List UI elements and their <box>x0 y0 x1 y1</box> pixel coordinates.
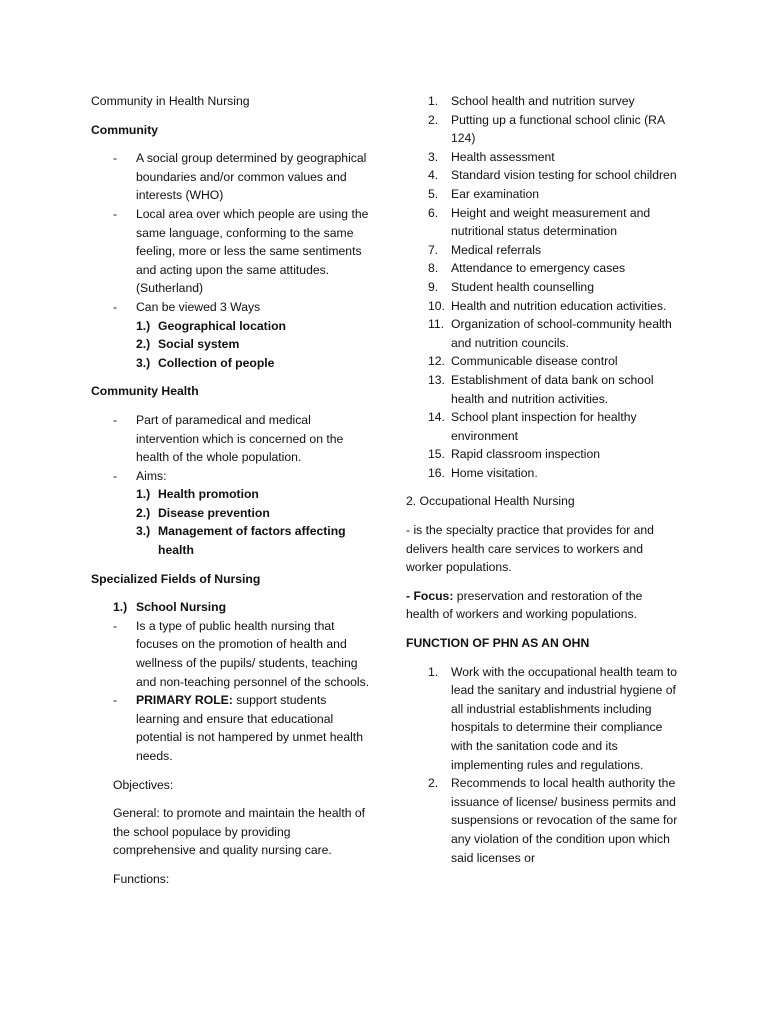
right-column <box>406 92 678 867</box>
school-nursing-section <box>91 598 371 765</box>
list-item: 11. Organization of school-community health and nutrition councils. <box>428 317 672 350</box>
list-item: 12. Communicable disease control <box>428 354 618 369</box>
list-item: 1. School health and nutrition survey <box>428 94 635 108</box>
community-health-definitions <box>91 411 371 560</box>
aims-item: 3.) Management of factors affecting health <box>136 524 346 558</box>
functions-list <box>406 92 678 482</box>
primary-role: - PRIMARY ROLE: support students learning and ensure that educational potential is not hampered by unmet health needs. <box>91 691 371 765</box>
general-objective: General: to promote and maintain the health of the school populace by providing comprehensive and quality nursing care. <box>113 806 366 858</box>
list-item: 3. Health assessment <box>428 149 555 164</box>
ohn-definition: - is the specialty practice that provides for and delivers health care services to workers and worker populations. <box>406 523 654 575</box>
phn-heading: FUNCTION OF PHN AS AN OHN <box>406 636 590 651</box>
left-column <box>91 92 371 889</box>
list-item: 9. Student health counselling <box>428 279 594 294</box>
community-heading: Community <box>91 122 159 137</box>
objectives-label: Objectives: <box>113 777 174 792</box>
definition-item: - Local area over which people are using the same language, conforming to the same feeling, more or less the same sentiments and acting upon the same attitudes. (Sutherland) <box>91 205 371 298</box>
list-item: 2. Putting up a functional school clinic (RA 124) <box>428 112 665 146</box>
school-nursing-definition: - Is a type of public health nursing that focuses on the promotion of health and wellness of the pupils/ students, teaching and non-teaching personnel of the schools. <box>91 617 371 691</box>
definition-item: - Part of paramedical and medical intervention which is concerned on the health of the whole population. <box>91 411 371 467</box>
list-item: 16. Home visitation. <box>428 465 538 480</box>
list-item: 1. Work with the occupational health team to lead the sanitary and industrial hygiene of all industrial establishments including hospitals to determine their compliance with the sanitation code and its implementing rules and regulations. <box>428 664 678 772</box>
ohn-focus: - Focus: preservation and restoration of the health of workers and working populations. <box>406 588 643 622</box>
community-health-heading: Community Health <box>91 384 199 399</box>
list-item: 5. Ear examination <box>428 186 540 201</box>
specialized-fields-heading: Specialized Fields of Nursing <box>91 571 261 586</box>
definition-item: - Aims: <box>91 467 371 486</box>
aims-item: 2.) Disease prevention <box>136 505 270 520</box>
document-title: Community in Health Nursing <box>91 94 250 108</box>
list-item: 10. Health and nutrition education activities. <box>428 298 667 313</box>
phn-functions-list <box>406 663 678 868</box>
ways-item: 2.) Social system <box>136 337 240 352</box>
ohn-heading: 2. Occupational Health Nursing <box>406 494 575 509</box>
list-item: 15. Rapid classroom inspection <box>428 447 601 462</box>
list-item: 6. Height and weight measurement and nutritional status determination <box>428 205 651 239</box>
aims-item: 1.) Health promotion <box>136 487 259 502</box>
list-item: 7. Medical referrals <box>428 242 542 257</box>
ways-item: 1.) Geographical location <box>136 318 286 333</box>
list-item: 13. Establishment of data bank on school health and nutrition activities. <box>428 372 654 406</box>
list-item: 14. School plant inspection for healthy environment <box>428 410 637 443</box>
list-item: 2. Recommends to local health authority the issuance of license/ business permits and suspensions or revocation of the same for any violation of the condition upon which said licenses or <box>428 776 678 865</box>
definition-item: - Can be viewed 3 Ways <box>91 298 371 317</box>
definition-item: - A social group determined by geographical boundaries and/or common values and interests (WHO) <box>91 149 371 205</box>
functions-label: Functions: <box>113 871 170 886</box>
school-nursing-title: 1.) School Nursing <box>113 600 227 615</box>
ways-item: 3.) Collection of people <box>136 355 275 370</box>
list-item: 8. Attendance to emergency cases <box>428 261 626 276</box>
list-item: 4. Standard vision testing for school children <box>428 168 677 183</box>
community-definitions <box>91 149 371 372</box>
